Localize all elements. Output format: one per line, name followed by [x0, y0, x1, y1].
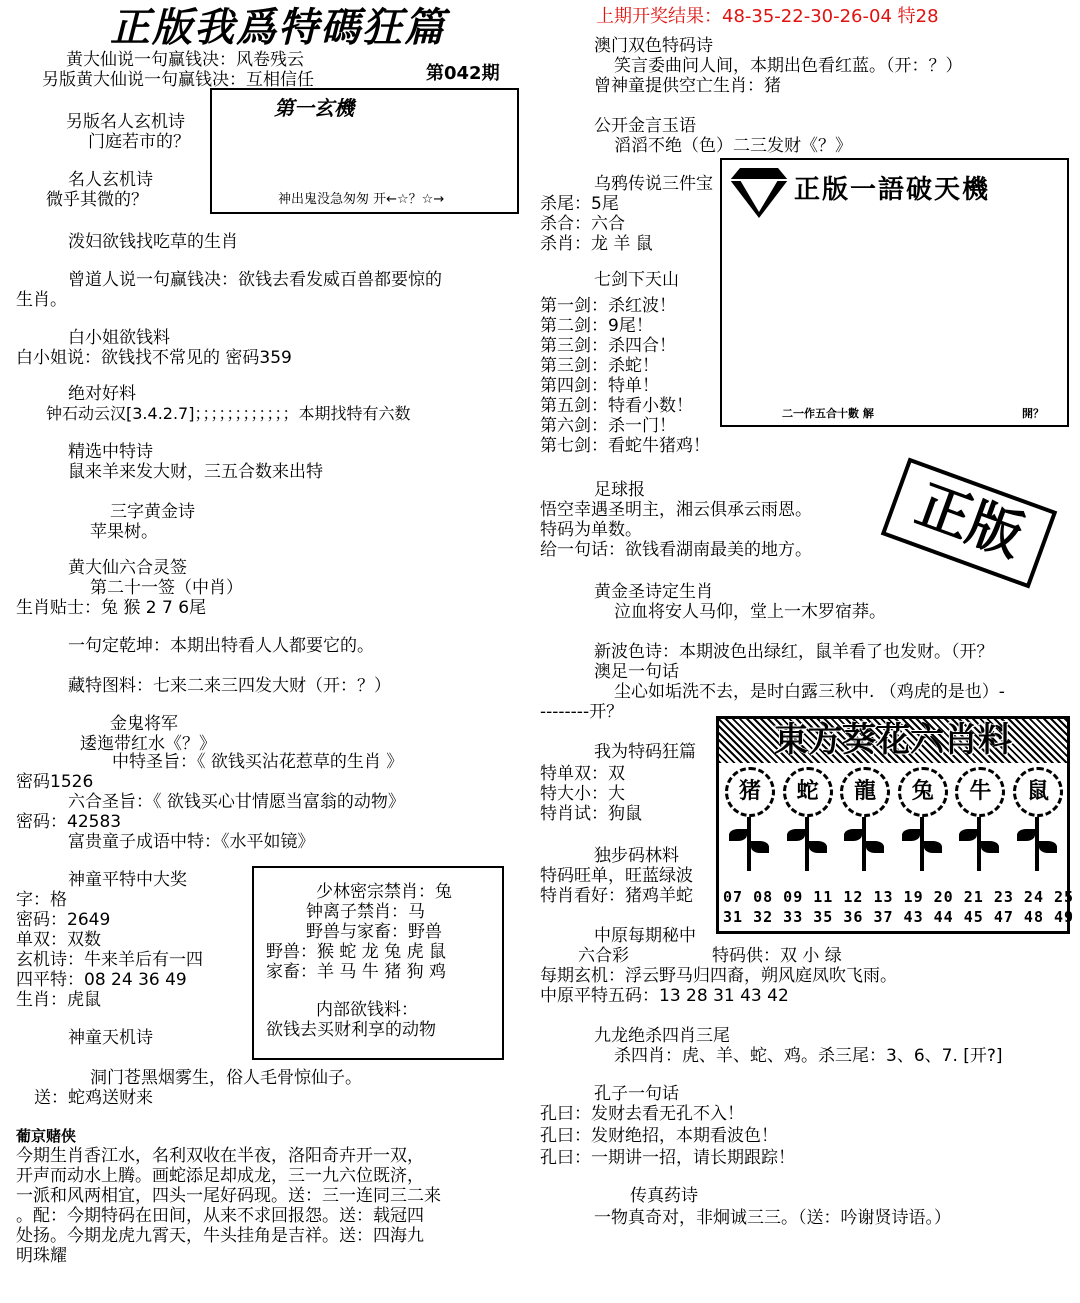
- section-title: 葡京赌侠: [16, 1127, 77, 1145]
- text-line: 特单双：双: [540, 764, 625, 784]
- sunflower-item: [1011, 767, 1063, 873]
- section-title: 金鬼将军: [110, 714, 178, 734]
- text-line: 处扬。今期龙虎九霄天，牛头挂角是吉祥。送：四海九: [16, 1226, 424, 1246]
- text-line: 鼠来羊来发大财，三五合数来出特: [68, 462, 323, 482]
- box-hint: 神出鬼没急匆匆 开←☆？☆→: [278, 192, 445, 207]
- text-line: 一句定乾坤：本期出特看人人都要它的。: [68, 636, 374, 656]
- section-title: 神童天机诗: [68, 1028, 153, 1048]
- section-title: 公开金言玉语: [594, 116, 696, 136]
- text-line: 孔曰：一期讲一招，请长期跟踪！: [540, 1148, 795, 1168]
- text-line: 第三剑：杀蛇！: [540, 356, 659, 376]
- text-line: 第三剑：杀四合！: [540, 336, 676, 356]
- text-line: 单双：双数: [16, 930, 101, 950]
- text-line: 密码1526: [16, 772, 94, 792]
- box-line: 家畜：羊 马 牛 猪 狗 鸡: [266, 962, 447, 982]
- text-line: 特码旺单，旺蓝绿波: [540, 866, 693, 886]
- text-line: 杀尾：5尾: [540, 194, 619, 214]
- text-line: 第四剑：特单！: [540, 376, 659, 396]
- box-line: 内部欲钱料：: [316, 1000, 418, 1020]
- box-line: 野兽与家畜：野兽: [306, 922, 442, 942]
- sunflower-item: [723, 767, 775, 873]
- text-line: 第六剑：杀一门！: [540, 416, 676, 436]
- page-title: 正版我爲特碼狂篇: [110, 5, 446, 51]
- text-line: 另版黄大仙说一句赢钱决：互相信任: [42, 70, 314, 90]
- text-line: 特肖看好：猪鸡羊蛇: [540, 886, 693, 906]
- text-line: 第七剑：看蛇牛猪鸡！: [540, 436, 710, 456]
- section-title: 中原每期秘中: [594, 926, 696, 946]
- text-line: 第二剑：9尾！: [540, 316, 653, 336]
- text-line: 逶迤带红水《？》: [80, 734, 216, 754]
- text-line: 第二十一签（中肖）: [90, 578, 243, 598]
- box-title: 東方葵花六肖料: [774, 720, 1012, 760]
- text-line: 特肖试：狗鼠: [540, 804, 642, 824]
- text-line: 生肖：虎鼠: [16, 990, 101, 1010]
- text-line: 四平特：08 24 36 49: [16, 970, 187, 990]
- text-line: 藏特图料：七来二来三四发大财（开：？）: [68, 676, 391, 696]
- section-title: 精选中特诗: [68, 442, 153, 462]
- text-line: 泣血将安人马仰，堂上一木罗宿莽。: [614, 602, 886, 622]
- zodiac-char: 鼠: [1013, 767, 1063, 817]
- text-line: 开声而动水上腾。画蛇添足却成龙，三一九六位既济，: [16, 1166, 424, 1186]
- box-hint: 二一作五合十數 解: [782, 407, 874, 420]
- text-line: 第一剑：杀红波！: [540, 296, 676, 316]
- text-line: 明珠耀: [16, 1246, 67, 1266]
- text-line: 给一句话：欲钱看湖南最美的地方。: [540, 540, 812, 560]
- last-result: 上期开奖结果：48-35-22-30-26-04 特28: [596, 6, 939, 27]
- box-line: 欲钱去买财利享的动物: [266, 1020, 436, 1040]
- text-line: 门庭若市的？: [88, 132, 190, 152]
- text-line: 曾道人说一句赢钱决：欲钱去看发威百兽都要惊的: [68, 270, 442, 290]
- section-title: 九龙绝杀四肖三尾: [594, 1026, 730, 1046]
- text-line: 送：蛇鸡送财来: [34, 1088, 153, 1108]
- text-line: 一派和风两相宜，四头一尾好码现。送：三一连同三二来: [16, 1186, 441, 1206]
- text-line: 洞门苍黑烟雾生，俗人毛骨惊仙子。: [90, 1068, 362, 1088]
- text-line: 特码供：双 小 绿: [712, 946, 842, 966]
- section-title: 绝对好料: [68, 384, 136, 404]
- text-line: 尘心如垢洗不去，是时白露三秋中. （鸡虎的是也）-: [614, 682, 1005, 702]
- box-line: 野兽：猴 蛇 龙 兔 虎 鼠: [266, 942, 447, 962]
- section-title: 白小姐欲钱料: [68, 328, 170, 348]
- zodiac-char: 兔: [898, 767, 948, 817]
- text-line: 钟石动云汉[3.4.2.7]；；；；；；；；；；；；本期找特有六数: [46, 404, 411, 423]
- text-line: 特大小：大: [540, 784, 625, 804]
- sunflower-item: [838, 767, 890, 873]
- diamond-icon: [728, 166, 790, 220]
- text-line: 微乎其微的？: [46, 190, 148, 210]
- box-title: 第一玄機: [274, 96, 354, 120]
- zodiac-char: 龍: [840, 767, 890, 817]
- text-line: 黄大仙说一句赢钱决：风卷残云: [66, 50, 304, 70]
- text-line: 一物真奇对，非炯诚三三。（送：吟谢贤诗语。）: [594, 1208, 951, 1228]
- section-title: 我为特码狂篇: [594, 742, 696, 762]
- section-title: 七剑下天山: [594, 270, 679, 290]
- sunflower-item: [781, 767, 833, 873]
- section-title: 独步码林料: [594, 846, 679, 866]
- text-line: 悟空幸遇圣明主，湘云俱承云雨恩。: [540, 500, 812, 520]
- section-title: 另版名人玄机诗: [66, 112, 185, 132]
- text-line: --------开？: [540, 702, 624, 722]
- text-line: 曾神童提供空亡生肖：猪: [594, 76, 781, 96]
- text-line: 今期生肖香江水，名利双收在半夜，洛阳奇卉开一双，: [16, 1146, 424, 1166]
- text-line: 新波色诗：本期波色出绿红，鼠羊看了也发财。（开？: [594, 642, 994, 662]
- sunflower-item: [953, 767, 1005, 873]
- number-row: 31 32 33 35 36 37 43 44 45 47 48 49: [723, 908, 1075, 926]
- text-line: 富贵童子成语中特：《水平如镜》: [68, 832, 315, 852]
- text-line: 杀四肖：虎、羊、蛇、鸡。杀三尾：3、6、7. [开?]: [614, 1046, 1003, 1066]
- genuine-stamp: 正版: [881, 457, 1058, 588]
- zodiac-char: 猪: [725, 767, 775, 817]
- box-line: 钟离子禁肖：马: [306, 902, 425, 922]
- section-title: 黄金圣诗定生肖: [594, 582, 713, 602]
- section-title: 乌鸦传说三件宝: [594, 174, 713, 194]
- text-line: 中特圣旨：《 欲钱买沾花惹草的生肖 》: [112, 752, 404, 772]
- section-title: 孔子一句话: [594, 1084, 679, 1104]
- zodiac-char: 牛: [955, 767, 1005, 817]
- issue-number: 第042期: [426, 63, 500, 84]
- text-line: 中原平特五码：13 28 31 43 42: [540, 986, 789, 1006]
- text-line: 泼妇欲钱找吃草的生肖: [68, 232, 238, 252]
- text-line: 苹果树。: [90, 522, 158, 542]
- text-line: 六合圣旨：《 欲钱买心甘情愿当富翁的动物》: [68, 792, 405, 812]
- section-title: 澳足一句话: [594, 662, 679, 682]
- text-line: 生肖贴士：兔 猴 2 7 6尾: [16, 598, 207, 618]
- text-line: 笑言委曲问人间，本期出色看红蓝。（开：？）: [614, 56, 963, 76]
- section-title: 黄大仙六合灵签: [68, 558, 187, 578]
- zodiac-char: 蛇: [783, 767, 833, 817]
- text-line: 玄机诗：牛来羊后有一四: [16, 950, 203, 970]
- text-line: 白小姐说：欲钱找不常见的 密码359: [16, 348, 292, 368]
- first-mystery-box: [210, 88, 519, 214]
- section-title: 澳门双色特码诗: [594, 36, 713, 56]
- text-line: 杀肖：龙 羊 鼠: [540, 234, 653, 254]
- box-hint-open: 開？: [1022, 407, 1044, 420]
- number-row: 07 08 09 11 12 13 19 20 21 23 24 25: [723, 888, 1075, 906]
- text-line: 孔曰：发财绝招，本期看波色！: [540, 1126, 778, 1146]
- text-line: 密码：42583: [16, 812, 122, 832]
- text-line: 第五剑：特看小数！: [540, 396, 693, 416]
- box-line: 少林密宗禁肖：兔: [316, 882, 452, 902]
- sunflower-item: [896, 767, 948, 873]
- text-line: 密码：2649: [16, 910, 111, 930]
- section-title: 名人玄机诗: [68, 170, 153, 190]
- text-line: 孔曰：发财去看无孔不入！: [540, 1104, 744, 1124]
- text-line: 。配：今期特码在田间，从来不求回报怨。送：载冠四: [16, 1206, 424, 1226]
- text-line: 滔滔不绝（色）二三发财《？》: [614, 136, 852, 156]
- text-line: 杀合：六合: [540, 214, 625, 234]
- one-word-box: [720, 158, 1069, 427]
- box-title: 正版一語破天機: [794, 175, 991, 205]
- text-line: 每期玄机：浮云野马归四裔，朔风庭凤吹飞雨。: [540, 966, 897, 986]
- section-title: 传真药诗: [630, 1186, 698, 1206]
- section-title: 三字黄金诗: [110, 502, 195, 522]
- section-title: 神童平特中大奖: [68, 870, 187, 890]
- text-line: 六合彩: [578, 946, 629, 966]
- sunflower-box: [716, 716, 1075, 934]
- section-title: 足球报: [594, 480, 645, 500]
- text-line: 字：格: [16, 890, 67, 910]
- text-line: 生肖。: [16, 290, 67, 310]
- text-line: 特码为单数。: [540, 520, 642, 540]
